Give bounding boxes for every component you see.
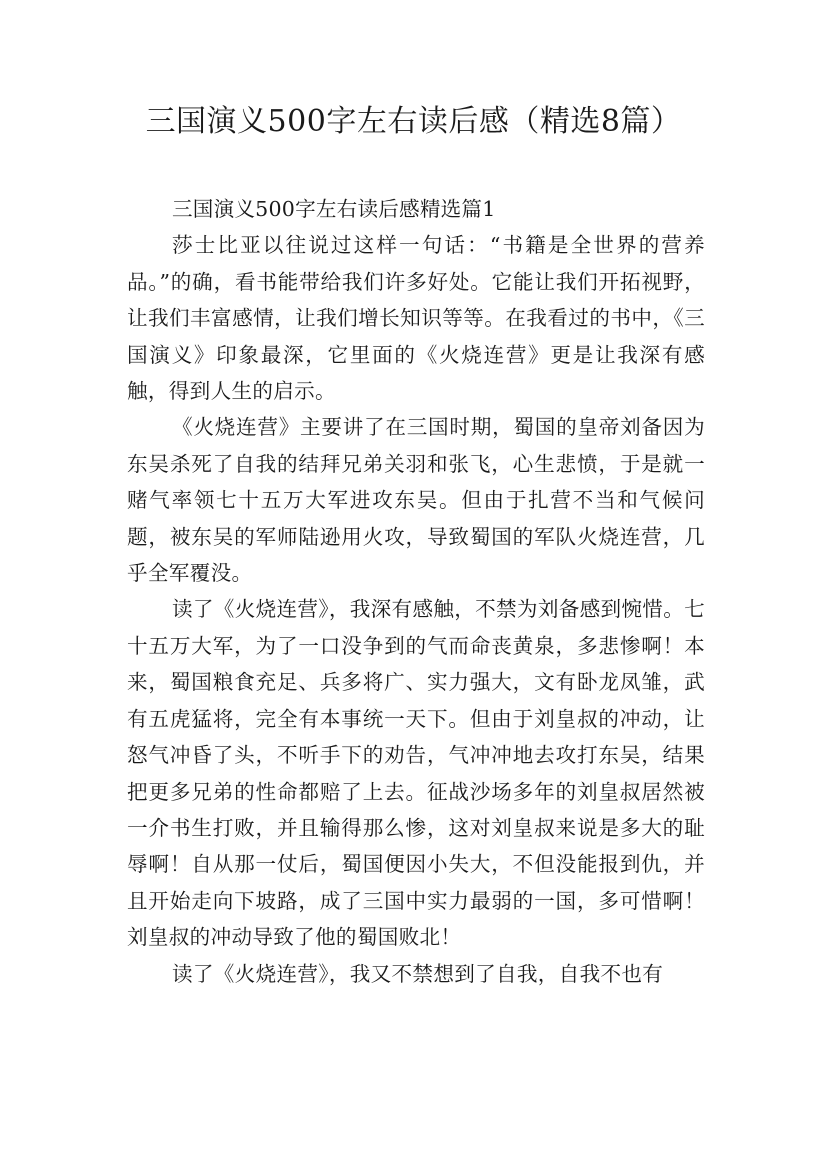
- paragraph-2: 《火烧连营》主要讲了在三国时期，蜀国的皇帝刘备因为东吴杀死了自我的结拜兄弟关羽和张飞，心生悲愤，于是就一赌气率领七十五万大军进攻东吴。但由于扎营不当和气候问题，被东吴的军师陆逊用火攻，导致蜀国的军队火烧连营，几乎全军覆没。: [127, 415, 705, 586]
- paragraph-3: 读了《火烧连营》，我深有感触，不禁为刘备感到惋惜。七十五万大军，为了一口没争到的气而命丧黄泉，多悲惨啊！本来，蜀国粮食充足、兵多将广、实力强大，文有卧龙凤雏，武有五虎猛将，完全有本事统一天下。但由于刘皇叔的冲动，让怒气冲昏了头，不听手下的劝告，气冲冲地去攻打东吴，结果把更多兄弟的性命都赔了上去。征战沙场多年的刘皇叔居然被一介书生打败，并且输得那么惨，这对刘皇叔来说是多大的耻辱啊！自从那一仗后，蜀国便因小失大，不但没能报到仇，并且开始走向下坡路，成了三国中实力最弱的一国，多可惜啊！刘皇叔的冲动导致了他的蜀国败北！: [127, 597, 705, 950]
- document-body: [127, 191, 705, 992]
- document-title: 三国演义500字左右读后感（精选8篇）: [145, 104, 682, 139]
- paragraph-1: 莎士比亚以往说过这样一句话：“书籍是全世界的营养品。”的确，看书能带给我们许多好处。它能让我们开拓视野，让我们丰富感情，让我们增长知识等等。在我看过的书中，《三国演义》印象最深，它里面的《火烧连营》更是让我深有感触，得到人生的启示。: [127, 233, 705, 404]
- section-heading: 三国演义500字左右读后感精选篇1: [172, 197, 496, 221]
- paragraph-4: 读了《火烧连营》，我又不禁想到了自我，自我不也有: [172, 961, 664, 986]
